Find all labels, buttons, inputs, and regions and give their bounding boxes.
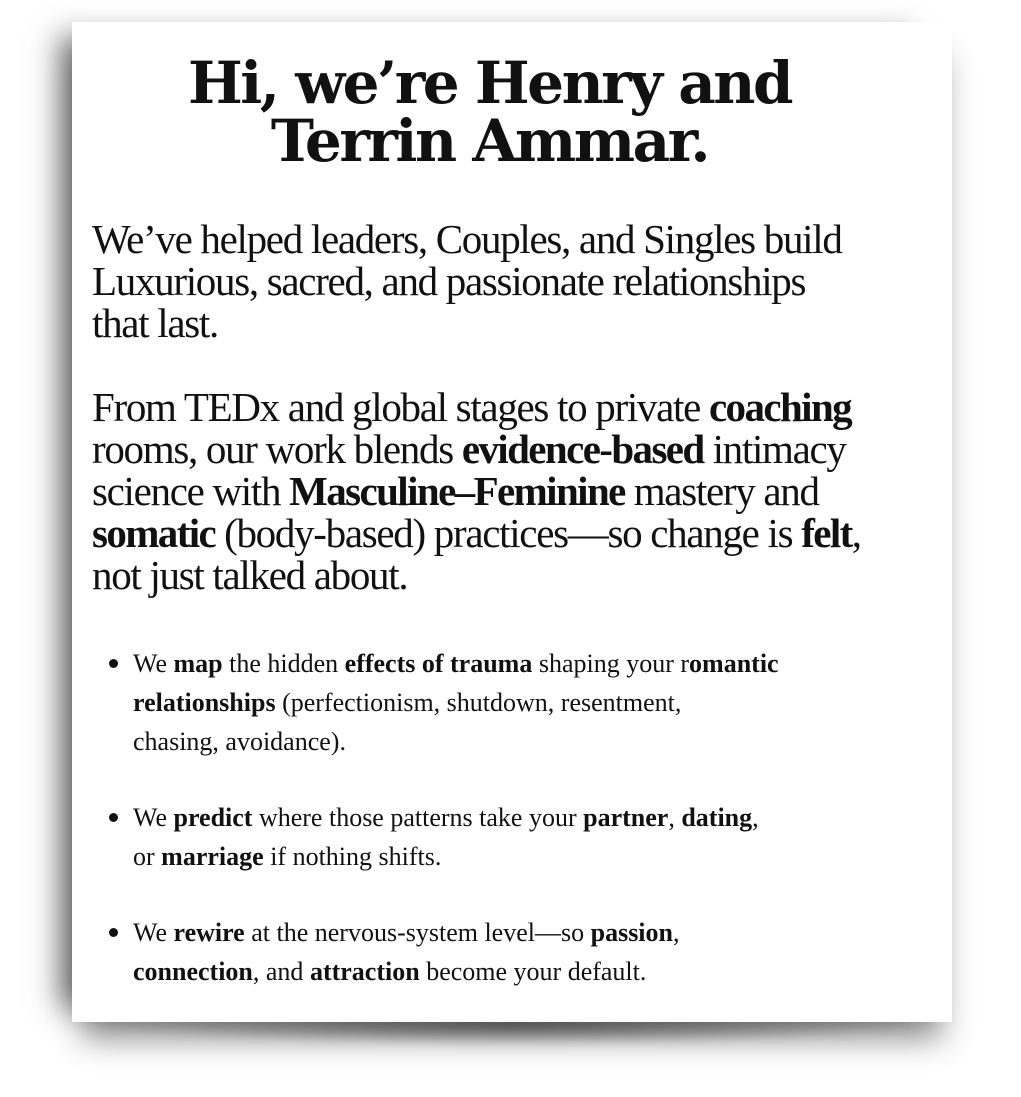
bullet-predict [92,798,912,876]
approach-text: , [851,510,861,556]
bullet-text: or [133,842,162,871]
bullet-emphasis: relationships [133,688,276,717]
bullet-emphasis: marriage [161,842,264,871]
bullet-text: , [668,803,682,832]
bullet-emphasis: effects of trauma [344,649,533,678]
bullet-dot-icon [109,659,118,668]
approach-text: rooms, our work blends [92,426,462,472]
bullet-dot-icon [109,813,118,822]
approach-paragraph [92,386,942,596]
method-bullet-list [92,644,912,991]
bullet-emphasis: map [173,649,223,678]
bullet-text: if nothing shifts. [263,842,442,871]
bullet-emphasis: passion [590,918,673,947]
bullet-text: become your default. [419,957,647,986]
approach-text: mastery and [624,468,819,514]
bullet-text: (perfectionism, shutdown, resentment, [275,688,682,717]
bullet-text: at the nervous-system level—so [244,918,591,947]
bullet-emphasis: omantic [689,649,779,678]
bullet-emphasis: dating [681,803,753,832]
approach-text: intimacy [703,426,846,472]
content-card [72,22,952,1022]
bullet-text: , [673,918,680,947]
bullet-text: We [133,803,174,832]
bullet-text: where those patterns take your [252,803,584,832]
intro-line-1: We’ve helped leaders, Couples, and Singles build [92,216,842,262]
bullet-map [92,644,912,761]
approach-text: not just talked about. [92,552,408,598]
bullet-text: shaping your r [532,649,690,678]
bullet-dot-icon [109,928,118,937]
approach-emphasis: Masculine–Feminine [289,468,625,514]
approach-text: From TEDx and global stages to private [92,384,709,430]
bullet-rewire [92,913,912,991]
bullet-text: , and [252,957,310,986]
approach-text: (body-based) practices—so change is [215,510,802,556]
bullet-text: chasing, avoidance). [133,727,346,756]
approach-emphasis: somatic [92,510,216,556]
title-line-2: Terrin Ammar. [270,107,709,175]
intro-line-3: that last. [92,300,218,346]
intro-line-2: Luxurious, sacred, and passionate relationships [92,258,806,304]
approach-emphasis: felt [801,510,852,556]
bullet-emphasis: predict [173,803,253,832]
bullet-emphasis: attraction [309,957,420,986]
bullet-emphasis: connection [133,957,253,986]
bullet-emphasis: partner [583,803,669,832]
bullet-text: , [752,803,759,832]
title-line-1: Hi, we’re Henry and [187,49,792,117]
bullet-emphasis: rewire [173,918,245,947]
intro-paragraph [92,218,942,344]
approach-emphasis: coaching [708,384,852,430]
page-title [72,49,907,175]
approach-emphasis: evidence-based [461,426,704,472]
approach-text: science with [92,468,290,514]
bullet-text: We [133,649,174,678]
bullet-text: the hidden [222,649,345,678]
bullet-text: We [133,918,174,947]
